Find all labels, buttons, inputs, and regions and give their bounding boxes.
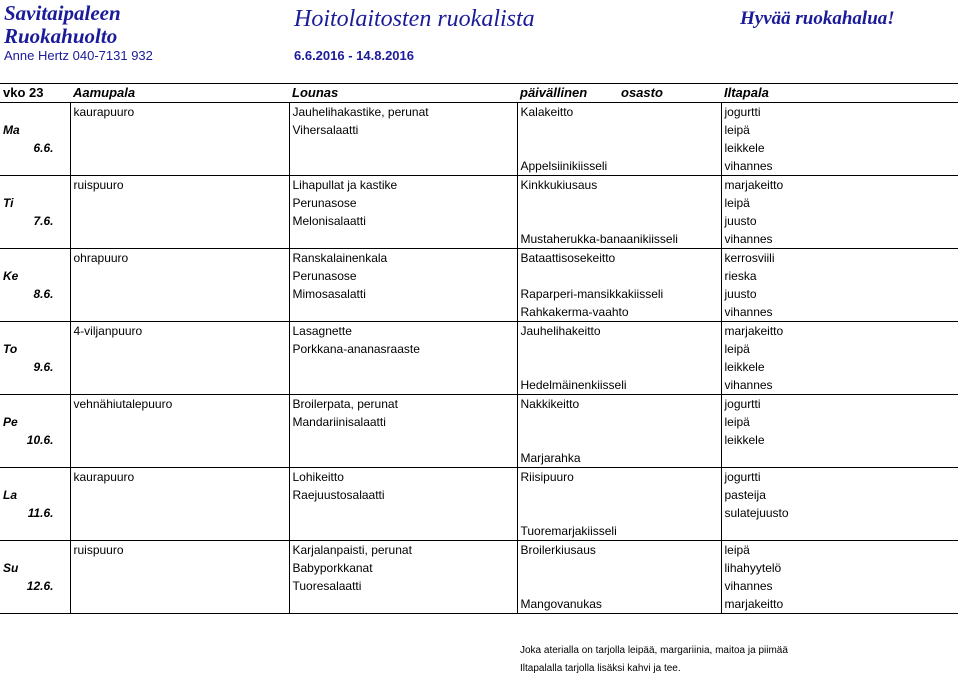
evening-cell — [721, 522, 958, 541]
table-row — [0, 340, 958, 358]
evening-cell: kerrosviili — [721, 249, 958, 268]
evening-cell: jogurtti — [721, 103, 958, 122]
day-name: La — [3, 488, 18, 502]
table-row — [0, 431, 958, 449]
table-header-row — [0, 84, 958, 103]
day-cell — [0, 395, 70, 414]
evening-cell: leipä — [721, 541, 958, 560]
table-row — [0, 249, 958, 268]
evening-cell: vihannes — [721, 577, 958, 595]
contact-info: Anne Hertz 040-7131 932 — [4, 48, 153, 63]
evening-cell: leikkele — [721, 358, 958, 376]
day-cell — [0, 595, 70, 614]
day-date: 6.6. — [33, 141, 54, 155]
table-row — [0, 504, 958, 522]
dinner-cell — [517, 431, 721, 449]
table-row — [0, 468, 958, 487]
dinner-cell: Rahkakerma-vaahto — [517, 303, 721, 322]
dinner-cell: Broilerkiusaus — [517, 541, 721, 560]
table-row — [0, 230, 958, 249]
breakfast-cell — [70, 522, 289, 541]
table-row — [0, 577, 958, 595]
dinner-cell — [517, 559, 721, 577]
day-cell — [0, 376, 70, 395]
dinner-cell: Kalakeitto — [517, 103, 721, 122]
dinner-cell: Tuoremarjakiisseli — [517, 522, 721, 541]
table-row — [0, 103, 958, 122]
dinner-cell: Mangovanukas — [517, 595, 721, 614]
table-row — [0, 176, 958, 195]
breakfast-cell — [70, 449, 289, 468]
lunch-cell: Lohikeitto — [289, 468, 517, 487]
lunch-cell: Mimosasalatti — [289, 285, 517, 303]
day-date: 8.6. — [33, 287, 54, 301]
day-date: 7.6. — [33, 214, 54, 228]
table-row — [0, 157, 958, 176]
breakfast-cell — [70, 413, 289, 431]
bottom-border-cell — [0, 614, 958, 615]
dinner-cell: Riisipuuro — [517, 468, 721, 487]
evening-cell: leikkele — [721, 139, 958, 157]
table-bottom-border — [0, 614, 958, 615]
dinner-cell: Nakkikeitto — [517, 395, 721, 414]
day-cell — [0, 541, 70, 560]
dinner-cell — [517, 504, 721, 522]
note-line-2: Iltapalalla tarjolla lisäksi kahvi ja tee. — [520, 663, 681, 674]
date-range: 6.6.2016 - 14.8.2016 — [294, 48, 414, 63]
dinner-cell: Jauhelihakeitto — [517, 322, 721, 341]
day-cell — [0, 449, 70, 468]
lunch-cell: Jauhelihakastike, perunat — [289, 103, 517, 122]
breakfast-cell — [70, 121, 289, 139]
lunch-cell: Broilerpata, perunat — [289, 395, 517, 414]
org-name-line1: Savitaipaleen — [4, 1, 121, 25]
table-row — [0, 303, 958, 322]
breakfast-cell — [70, 431, 289, 449]
day-date: 12.6. — [26, 579, 54, 593]
breakfast-cell: kaurapuuro — [70, 468, 289, 487]
breakfast-cell — [70, 285, 289, 303]
lunch-cell: Karjalanpaisti, perunat — [289, 541, 517, 560]
dinner-cell — [517, 358, 721, 376]
evening-cell: leipä — [721, 413, 958, 431]
dinner-cell: Kinkkukiusaus — [517, 176, 721, 195]
day-name: Su — [3, 561, 19, 575]
day-cell — [0, 157, 70, 176]
breakfast-cell — [70, 486, 289, 504]
breakfast-cell — [70, 559, 289, 577]
table-row — [0, 212, 958, 230]
header-ward: osasto — [618, 84, 721, 103]
lunch-cell — [289, 157, 517, 176]
dinner-cell: Bataattisosekeitto — [517, 249, 721, 268]
day-date: 11.6. — [27, 506, 54, 520]
table-row — [0, 322, 958, 341]
evening-cell: jogurtti — [721, 395, 958, 414]
day-cell — [0, 303, 70, 322]
lunch-cell: Tuoresalaatti — [289, 577, 517, 595]
breakfast-cell — [70, 595, 289, 614]
table-row — [0, 285, 958, 303]
header-breakfast: Aamupala — [70, 84, 289, 103]
breakfast-cell — [70, 139, 289, 157]
breakfast-cell — [70, 157, 289, 176]
breakfast-cell — [70, 504, 289, 522]
evening-cell: juusto — [721, 212, 958, 230]
day-name: Pe — [3, 415, 18, 429]
breakfast-cell — [70, 376, 289, 395]
day-name: To — [3, 342, 18, 356]
org-name-line2: Ruokahuolto — [4, 24, 118, 48]
lunch-cell — [289, 431, 517, 449]
table-row — [0, 541, 958, 560]
lunch-cell — [289, 595, 517, 614]
breakfast-cell — [70, 358, 289, 376]
day-cell — [0, 176, 70, 195]
lunch-cell: Perunasose — [289, 267, 517, 285]
table-row — [0, 194, 958, 212]
evening-cell: marjakeitto — [721, 322, 958, 341]
dinner-cell — [517, 212, 721, 230]
lunch-cell — [289, 139, 517, 157]
breakfast-cell: 4-viljanpuuro — [70, 322, 289, 341]
day-cell — [0, 103, 70, 122]
day-cell — [0, 322, 70, 341]
dinner-cell — [517, 121, 721, 139]
table-row — [0, 121, 958, 139]
lunch-cell — [289, 522, 517, 541]
lunch-cell — [289, 504, 517, 522]
breakfast-cell: kaurapuuro — [70, 103, 289, 122]
day-name: Ke — [3, 269, 19, 283]
lunch-cell: Raejuustosalaatti — [289, 486, 517, 504]
dinner-cell — [517, 486, 721, 504]
menu-table — [0, 83, 958, 614]
dinner-cell: Raparperi-mansikkakiisseli — [517, 285, 721, 303]
table-row — [0, 358, 958, 376]
table-row — [0, 449, 958, 468]
evening-cell: sulatejuusto — [721, 504, 958, 522]
dinner-cell — [517, 413, 721, 431]
evening-cell: pasteija — [721, 486, 958, 504]
breakfast-cell: ruispuuro — [70, 176, 289, 195]
table-row — [0, 376, 958, 395]
lunch-cell: Babyporkkanat — [289, 559, 517, 577]
day-date: 9.6. — [33, 360, 54, 374]
evening-cell: vihannes — [721, 230, 958, 249]
breakfast-cell — [70, 267, 289, 285]
lunch-cell: Mandariinisalaatti — [289, 413, 517, 431]
breakfast-cell: vehnähiutalepuuro — [70, 395, 289, 414]
table-row — [0, 486, 958, 504]
evening-cell: vihannes — [721, 303, 958, 322]
header-week: vko 23 — [0, 84, 70, 103]
evening-cell: marjakeitto — [721, 176, 958, 195]
lunch-cell: Melonisalaatti — [289, 212, 517, 230]
dinner-cell: Mustaherukka-banaanikiisseli — [517, 230, 721, 249]
dinner-cell: Appelsiinikiisseli — [517, 157, 721, 176]
evening-cell: leipä — [721, 340, 958, 358]
evening-cell: rieska — [721, 267, 958, 285]
lunch-cell: Lihapullat ja kastike — [289, 176, 517, 195]
dinner-cell: Hedelmäinenkiisseli — [517, 376, 721, 395]
evening-cell: leipä — [721, 121, 958, 139]
page-title: Hoitolaitosten ruokalista — [294, 6, 535, 32]
day-date: 10.6. — [26, 433, 54, 447]
lunch-cell — [289, 376, 517, 395]
evening-cell — [721, 449, 958, 468]
table-row — [0, 395, 958, 414]
day-name: Ma — [3, 123, 20, 137]
table-row — [0, 595, 958, 614]
evening-cell: vihannes — [721, 376, 958, 395]
table-row — [0, 267, 958, 285]
lunch-cell: Perunasose — [289, 194, 517, 212]
lunch-cell — [289, 230, 517, 249]
dinner-cell — [517, 267, 721, 285]
lunch-cell — [289, 449, 517, 468]
day-name: Ti — [3, 196, 14, 210]
breakfast-cell — [70, 577, 289, 595]
evening-cell: leipä — [721, 194, 958, 212]
day-cell — [0, 468, 70, 487]
lunch-cell: Vihersalaatti — [289, 121, 517, 139]
breakfast-cell: ruispuuro — [70, 541, 289, 560]
breakfast-cell — [70, 303, 289, 322]
greeting: Hyvää ruokahalua! — [740, 8, 895, 29]
evening-cell: juusto — [721, 285, 958, 303]
day-cell — [0, 230, 70, 249]
day-cell — [0, 249, 70, 268]
breakfast-cell — [70, 194, 289, 212]
dinner-cell — [517, 194, 721, 212]
lunch-cell — [289, 358, 517, 376]
dinner-cell — [517, 139, 721, 157]
header-lunch: Lounas — [289, 84, 517, 103]
lunch-cell: Porkkana-ananasraaste — [289, 340, 517, 358]
lunch-cell: Ranskalainenkala — [289, 249, 517, 268]
table-row — [0, 522, 958, 541]
evening-cell: jogurtti — [721, 468, 958, 487]
dinner-cell — [517, 340, 721, 358]
evening-cell: vihannes — [721, 157, 958, 176]
dinner-cell: Marjarahka — [517, 449, 721, 468]
header-evening: Iltapala — [721, 84, 958, 103]
header-dinner: päivällinen — [517, 84, 618, 103]
table-row — [0, 559, 958, 577]
breakfast-cell — [70, 212, 289, 230]
lunch-cell: Lasagnette — [289, 322, 517, 341]
note-line-1: Joka aterialla on tarjolla leipää, margariinia, maitoa ja piimää — [520, 645, 788, 656]
lunch-cell — [289, 303, 517, 322]
table-row — [0, 139, 958, 157]
evening-cell: marjakeitto — [721, 595, 958, 614]
breakfast-cell: ohrapuuro — [70, 249, 289, 268]
table-row — [0, 413, 958, 431]
evening-cell: lihahyytelö — [721, 559, 958, 577]
evening-cell: leikkele — [721, 431, 958, 449]
dinner-cell — [517, 577, 721, 595]
breakfast-cell — [70, 230, 289, 249]
day-cell — [0, 522, 70, 541]
breakfast-cell — [70, 340, 289, 358]
